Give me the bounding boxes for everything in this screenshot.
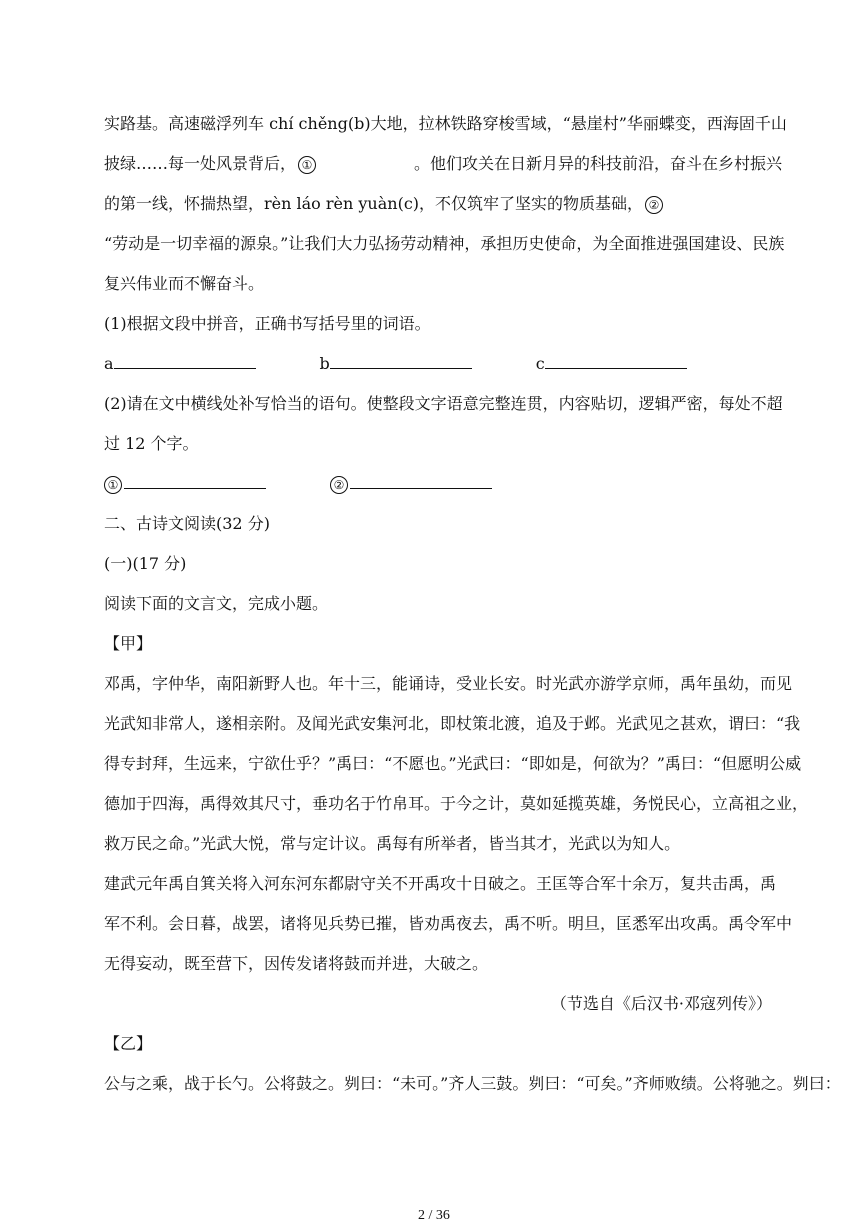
- text: 建武元年禹自箕关将入河东河东都尉守关不开禹攻十日破之。王匡等合军十余万，复共击禹，禹: [104, 874, 777, 893]
- question-text: 过 12 个字。: [104, 434, 199, 453]
- passage-line: [104, 1074, 841, 1094]
- text: 光武知非常人，遂相亲附。及闻光武安集河北，即杖策北渡，追及于邺。光武见之甚欢，谓曰：“我: [104, 714, 801, 733]
- question-text: (1)根据文段中拼音，正确书写括号里的词语。: [104, 314, 431, 333]
- passage-line: [104, 954, 488, 974]
- paragraph-line: [104, 154, 782, 174]
- instruction-text: 阅读下面的文言文，完成小题。: [104, 594, 329, 613]
- answer-row-1: [104, 354, 687, 374]
- passage-line: [104, 794, 808, 814]
- text: 得专封拜，生远来，宁欲仕乎？”禹曰：“不愿也。”光武曰：“即如是，何欲为？”禹曰：“但愿明公威: [104, 754, 802, 773]
- answer-blank-c[interactable]: [545, 354, 687, 369]
- passage-line: [104, 674, 792, 694]
- text: 。他们攻关在日新月异的科技前沿，奋斗在乡村振兴: [414, 154, 783, 173]
- text: 披绿……每一处风景背后，: [104, 154, 297, 173]
- answer-row-2: [104, 474, 492, 494]
- answer-blank-2[interactable]: [350, 474, 492, 489]
- label-yi: 【乙】: [104, 1034, 153, 1053]
- page-number: [0, 1208, 868, 1224]
- text: 实路基。高速磁浮列车 chí chěng(b)大地，拉林铁路穿梭雪域，“悬崖村”华丽蝶变，西海固千山: [104, 114, 787, 133]
- passage-line: [104, 754, 801, 774]
- passage-label-jia: [104, 634, 152, 654]
- text: 救万民之命。”光武大悦，常与定计议。禹每有所举者，皆当其才，光武以为知人。: [104, 834, 681, 853]
- text: 公与之乘，战于长勺。公将鼓之。刿曰：“未可。”齐人三鼓。刿曰：“可矣。”齐师败绩。公将驰之。刿曰：: [104, 1074, 841, 1093]
- answer-marker-1: ①: [104, 476, 122, 494]
- question-1: [104, 314, 431, 334]
- blank-marker-1: ①: [298, 156, 316, 174]
- text: 邓禹，字仲华，南阳新野人也。年十三，能诵诗，受业长安。时光武亦游学京师，禹年虽幼，而见: [104, 674, 793, 693]
- passage-line: [104, 874, 776, 894]
- answer-label-b: b: [319, 354, 330, 373]
- text: 军不利。会日暮，战罢，诸将见兵势已摧，皆劝禹夜去，禹不听。明旦，匡悉军出攻禹。禹令军中: [104, 914, 793, 933]
- passage-source: [551, 994, 772, 1014]
- passage-label-yi: [104, 1034, 152, 1054]
- answer-label-a: a: [104, 354, 114, 373]
- source-text: （节选自《后汉书·邓寇列传》）: [550, 994, 772, 1013]
- passage-line: [104, 914, 792, 934]
- section-title: [104, 514, 270, 534]
- question-2: [104, 394, 783, 414]
- blank-marker-2: ②: [645, 196, 663, 214]
- page-number-text: 2 / 36: [418, 1208, 450, 1223]
- paragraph-line: [104, 114, 787, 134]
- answer-marker-2: ②: [330, 476, 348, 494]
- label-jia: 【甲】: [104, 634, 153, 653]
- text: 的第一线，怀揣热望，rèn láo rèn yuàn(c)，不仅筑牢了坚实的物质基础，: [104, 194, 644, 213]
- answer-blank-b[interactable]: [330, 354, 472, 369]
- text: 复兴伟业而不懈奋斗。: [104, 274, 265, 293]
- paragraph-line: [104, 234, 784, 254]
- text: “劳动是一切幸福的源泉。”让我们大力弘扬劳动精神，承担历史使命，为全面推进强国建设、民族: [104, 234, 785, 253]
- answer-label-c: c: [535, 354, 545, 373]
- passage-line: [104, 714, 800, 734]
- answer-blank-a[interactable]: [114, 354, 256, 369]
- subsection-heading: (一)(17 分): [104, 554, 187, 573]
- subsection-title: [104, 554, 186, 574]
- section-heading: 二、古诗文阅读(32 分): [104, 514, 270, 533]
- answer-blank-1[interactable]: [124, 474, 266, 489]
- text: 德加于四海，禹得效其尺寸，垂功名于竹帛耳。于今之计，莫如延揽英雄，务悦民心，立高祖之业，: [104, 794, 809, 813]
- paragraph-line: [104, 274, 264, 294]
- instruction: [104, 594, 328, 614]
- passage-line: [104, 834, 680, 854]
- text: 无得妄动，既至营下，因传发诸将鼓而并进，大破之。: [104, 954, 489, 973]
- question-2-cont: [104, 434, 199, 454]
- paragraph-line: [104, 194, 665, 214]
- question-text: (2)请在文中横线处补写恰当的语句。使整段文字语意完整连贯，内容贴切，逻辑严密，每处不超: [104, 394, 783, 413]
